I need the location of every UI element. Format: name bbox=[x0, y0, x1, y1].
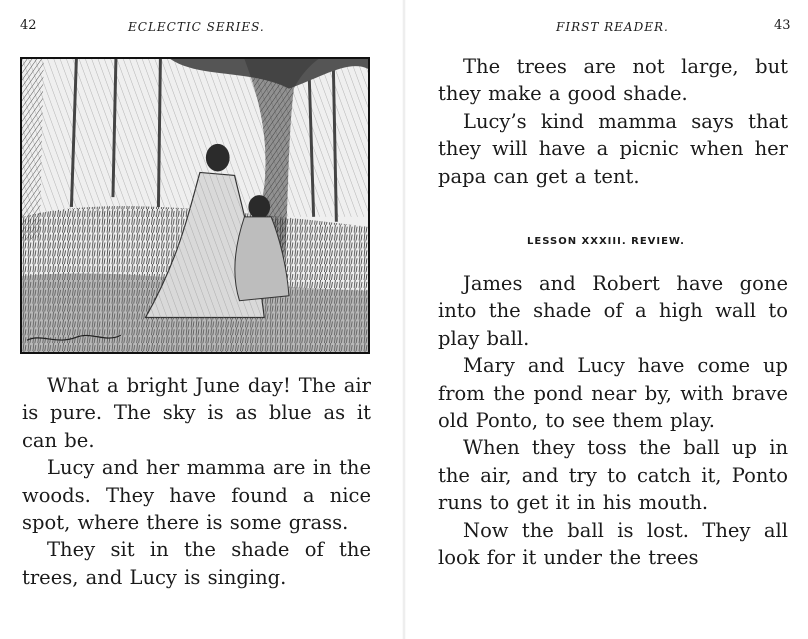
text-line: her papa can get a tent. bbox=[438, 137, 788, 188]
text-line: When they toss the ball up bbox=[463, 436, 770, 460]
text-line: The trees are not large, but bbox=[463, 55, 788, 78]
text-line: nice spot, where there is some bbox=[22, 483, 371, 535]
text-line: What a bright June day! bbox=[47, 374, 299, 397]
paragraph bbox=[438, 517, 788, 572]
page-number-left: 42 bbox=[20, 18, 37, 33]
text-line: grass. bbox=[288, 511, 349, 535]
text-line: play ball. bbox=[438, 326, 530, 350]
paragraph bbox=[22, 536, 371, 591]
text-line: they make a good shade. bbox=[438, 82, 688, 106]
text-line: The air is pure. The sky is bbox=[22, 374, 371, 425]
text-line: Lucy’s kind mamma says that bbox=[463, 109, 788, 133]
illustration-woodland bbox=[20, 57, 370, 354]
text-line: play. bbox=[669, 409, 715, 433]
text-line: into the shade of a high wall to bbox=[438, 299, 788, 323]
text-line: trees, and Lucy is singing. bbox=[22, 565, 287, 589]
right-body-text-bottom bbox=[438, 270, 788, 571]
text-line: up from the pond near by, with bbox=[438, 354, 788, 405]
right-page bbox=[404, 0, 808, 639]
paragraph bbox=[438, 53, 788, 108]
text-line: they will have a picnic when bbox=[438, 137, 755, 161]
paragraph bbox=[438, 352, 788, 434]
paragraph bbox=[438, 434, 788, 516]
text-line: all look for it under the trees bbox=[438, 518, 788, 570]
text-line: as blue as it can be. bbox=[22, 401, 371, 452]
running-head-left: ECLECTIC SERIES. bbox=[128, 20, 265, 34]
text-line: brave old Ponto, to see them bbox=[438, 381, 788, 433]
engraving-image bbox=[22, 59, 368, 352]
paragraph bbox=[22, 454, 371, 536]
text-line: They sit in the shade of the bbox=[47, 538, 371, 562]
text-line: in the air, and try to catch bbox=[438, 436, 788, 487]
paragraph bbox=[438, 108, 788, 190]
page-number-right: 43 bbox=[774, 18, 791, 33]
paragraph bbox=[22, 372, 371, 454]
text-line: Mary and Lucy have come bbox=[463, 354, 763, 378]
paragraph bbox=[438, 270, 788, 352]
text-line: Lucy and her mamma are in bbox=[47, 456, 340, 480]
text-line: Now the ball is lost. They bbox=[463, 518, 764, 542]
text-line: James and Robert have gone bbox=[463, 272, 788, 295]
lesson-heading: LESSON XXXIII. REVIEW. bbox=[527, 236, 685, 247]
running-head-right: FIRST READER. bbox=[556, 20, 669, 34]
text-line: it, Ponto runs to get it in his bbox=[438, 463, 788, 515]
left-body-text bbox=[22, 372, 371, 591]
right-body-text-top bbox=[438, 53, 788, 190]
text-line: mouth. bbox=[638, 491, 709, 515]
text-line: the woods. They have found a bbox=[22, 456, 371, 507]
